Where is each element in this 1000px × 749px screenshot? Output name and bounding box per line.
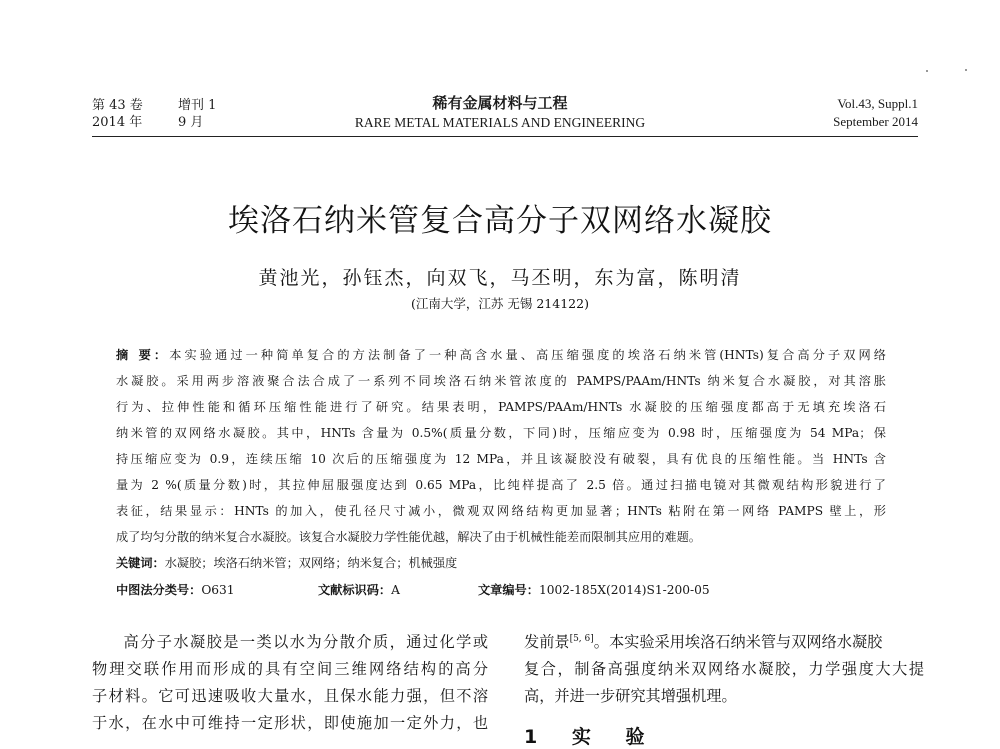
date-en: September 2014 xyxy=(833,114,918,129)
body-right-text-rest: 。本实验采用埃洛石纳米管与双网络水凝胶 xyxy=(593,633,883,651)
affiliation: (江南大学，江苏 无锡 214122) xyxy=(411,296,589,311)
doc-code-label: 文献标识码： xyxy=(318,583,392,597)
body-right-line: 高，并进一步研究其增强机理。 xyxy=(524,687,737,705)
month-cn: 9 月 xyxy=(178,115,204,130)
citation-ref: [5, 6] xyxy=(569,634,594,644)
abstract-line: 纳米管的双网络水凝胶。其中，HNTs 含量为 0.5%(质量分数，下同)时，压缩应变为 0.98 时，压缩强度为 54 MPa；保 xyxy=(116,426,886,440)
abstract-line: 水凝胶。采用两步溶液聚合法合成了一系列不同埃洛石纳米管浓度的 PAMPS/PAAm/HNTs 纳米复合水凝胶，对其溶胀 xyxy=(116,374,886,388)
abstract-line: 持压缩应变为 0.9，连续压缩 10 次后的压缩强度为 12 MPa，并且该凝胶没有破裂，具有优良的压缩性能。当 HNTs 含 xyxy=(116,452,886,466)
article-number-label: 文章编号： xyxy=(478,583,539,597)
section-heading: 1 实 验 xyxy=(524,726,659,748)
clc-value: O631 xyxy=(201,583,235,597)
clc-label: 中图法分类号： xyxy=(116,583,202,597)
issue-cn: 增刊 1 xyxy=(178,98,217,113)
body-left-line: 于水，在水中可维持一定形状，即使施加一定外力，也 xyxy=(92,714,488,732)
body-left-line: 子材料。它可迅速吸收大量水，且保水能力强，但不溶 xyxy=(92,687,488,705)
article-number-value: 1002-185X(2014)S1-200-05 xyxy=(538,583,710,597)
journal-title-cn: 稀有金属材料与工程 xyxy=(432,94,568,112)
abstract-line: 量为 2 %(质量分数)时，其拉伸屈服强度达到 0.65 MPa，比纯样提高了 2.5 倍。通过扫描电镜对其微观结构形貌进行了 xyxy=(116,478,886,492)
body-right-line xyxy=(524,631,924,652)
keywords-label: 关键词： xyxy=(116,556,165,570)
article-title: 埃洛石纳米管复合高分子双网络水凝胶 xyxy=(228,203,772,239)
scan-speck xyxy=(965,69,967,71)
volume-en: Vol.43, Suppl.1 xyxy=(837,96,918,111)
abstract-line: 成了均匀分散的纳米复合水凝胶。该复合水凝胶力学性能优越，解决了由于机械性能差而限制其应用的难题。 xyxy=(116,530,701,544)
doc-code-field xyxy=(318,581,400,598)
body-right-text: 发前景 xyxy=(524,633,570,651)
year-cn: 2014 年 xyxy=(92,115,143,130)
keywords-line xyxy=(116,554,457,571)
abstract-line: 行为、拉伸性能和循环压缩性能进行了研究。结果表明，PAMPS/PAAm/HNTs 水凝胶的压缩强度都高于无填充埃洛石 xyxy=(116,400,886,414)
abstract-line: 表征，结果显示：HNTs 的加入，使孔径尺寸减小，微观双网络结构更加显著；HNTs 粘附在第一网络 PAMPS 壁上，形 xyxy=(116,504,886,518)
abstract-text: 本实验通过一种简单复合的方法制备了一种高含水量、高压缩强度的埃洛石纳米管(HNTs)复合高分子双网络 xyxy=(169,348,886,362)
scan-speck xyxy=(926,70,928,72)
author-list: 黄池光，孙钰杰，向双飞，马丕明，东为富，陈明清 xyxy=(258,267,742,289)
journal-title-en: RARE METAL MATERIALS AND ENGINEERING xyxy=(354,115,646,130)
clc-field xyxy=(116,581,235,598)
doc-code-value: A xyxy=(391,583,400,597)
volume-cn: 第 43 卷 xyxy=(92,98,143,113)
article-number-field xyxy=(478,581,710,598)
body-left-line: 高分子水凝胶是一类以水为分散介质，通过化学或 xyxy=(122,633,488,651)
body-left-line: 物理交联作用而形成的具有空间三维网络结构的高分 xyxy=(92,660,488,678)
body-right-line: 复合，制备高强度纳米双网络水凝胶，力学强度大大提 xyxy=(524,660,924,678)
abstract-line xyxy=(116,346,886,363)
header-rule xyxy=(92,136,918,137)
abstract-label: 摘 要： xyxy=(116,348,170,362)
keywords-text: 水凝胶；埃洛石纳米管；双网络；纳米复合；机械强度 xyxy=(164,556,458,570)
